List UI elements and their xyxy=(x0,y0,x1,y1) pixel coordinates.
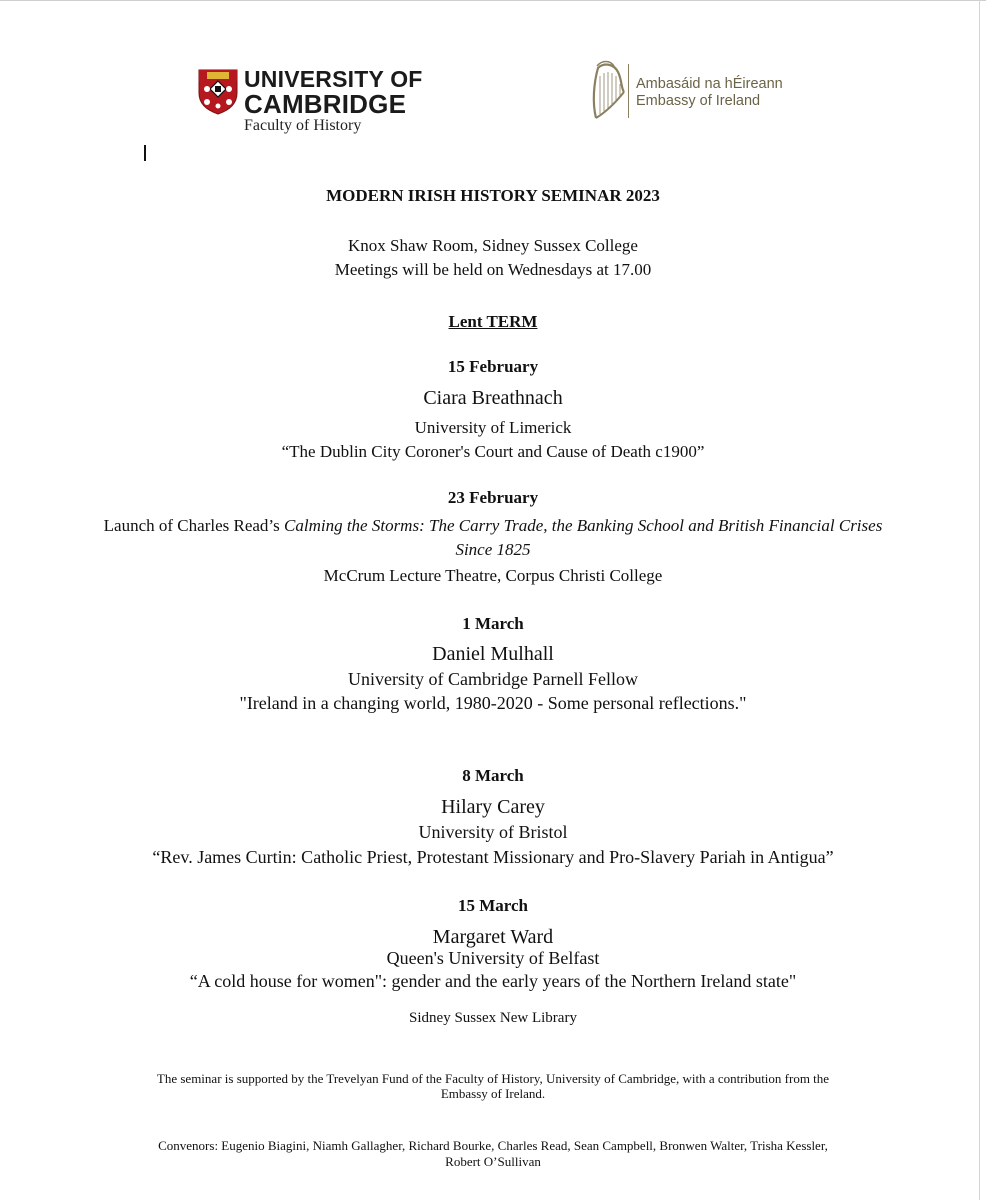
event-affiliation: Queen's University of Belfast xyxy=(386,948,600,968)
embassy-name-irish: Ambasáid na hÉireann xyxy=(636,76,783,92)
event-date: 15 February xyxy=(447,357,539,376)
event-venue: McCrum Lecture Theatre, Corpus Christi College xyxy=(323,566,663,585)
event-venue: Sidney Sussex New Library xyxy=(409,1010,577,1026)
book-title-continued: Since 1825 xyxy=(455,540,531,559)
event-affiliation: University of Limerick xyxy=(414,418,572,437)
cambridge-logo-line2: CAMBRIDGE xyxy=(244,89,407,119)
embassy-name-english: Embassy of Ireland xyxy=(636,93,761,109)
event-talk-title: "Ireland in a changing world, 1980-2020 - Some personal reflections." xyxy=(239,693,747,713)
seminar-title: MODERN IRISH HISTORY SEMINAR 2023 xyxy=(326,186,660,205)
event-talk-title: “The Dublin City Coroner's Court and Cause of Death c1900” xyxy=(281,442,705,461)
seminar-schedule: Meetings will be held on Wednesdays at 17.00 xyxy=(334,260,652,279)
support-note-line2: Embassy of Ireland. xyxy=(440,1086,546,1101)
event-date: 8 March xyxy=(462,766,524,785)
cambridge-logo-line1: UNIVERSITY OF xyxy=(244,66,423,92)
embassy-logo xyxy=(588,58,808,128)
text-cursor xyxy=(144,145,146,161)
faculty-name: Faculty of History xyxy=(244,117,362,134)
event-date: 23 February xyxy=(447,488,539,507)
book-launch-line xyxy=(0,516,986,536)
launch-prefix: Launch of Charles Read’s xyxy=(103,516,280,535)
event-date: 1 March xyxy=(462,614,524,633)
event-affiliation: University of Bristol xyxy=(418,822,568,842)
event-speaker: Daniel Mulhall xyxy=(432,643,554,665)
event-speaker: Hilary Carey xyxy=(441,796,545,818)
event-affiliation: University of Cambridge Parnell Fellow xyxy=(348,669,638,689)
embassy-divider xyxy=(628,64,629,118)
event-speaker: Ciara Breathnach xyxy=(423,387,563,409)
event-date: 15 March xyxy=(457,896,529,915)
book-title: Calming the Storms: The Carry Trade, the Banking School and British Financial Crises xyxy=(284,516,883,535)
event-talk-title: “A cold house for women": gender and the early years of the Northern Ireland state" xyxy=(189,971,797,991)
page-top-edge xyxy=(0,0,986,1)
event-speaker: Margaret Ward xyxy=(432,926,554,948)
support-note-line1: The seminar is supported by the Trevelyan Fund of the Faculty of History, University of Cambridge, with a contribution from the xyxy=(156,1071,830,1086)
cambridge-shield-icon xyxy=(198,69,238,115)
term-heading: Lent TERM xyxy=(448,312,538,331)
convenors-line2: Robert O’Sullivan xyxy=(445,1154,541,1169)
cambridge-logo xyxy=(198,66,428,138)
convenors-line1: Convenors: Eugenio Biagini, Niamh Gallagher, Richard Bourke, Charles Read, Sean Campbell, Bronwen Walter, Trisha Kessler, xyxy=(158,1138,828,1153)
event-talk-title: “Rev. James Curtin: Catholic Priest, Protestant Missionary and Pro-Slavery Pariah in Antigua” xyxy=(152,847,834,867)
harp-icon xyxy=(588,58,628,124)
seminar-venue: Knox Shaw Room, Sidney Sussex College xyxy=(348,236,638,255)
